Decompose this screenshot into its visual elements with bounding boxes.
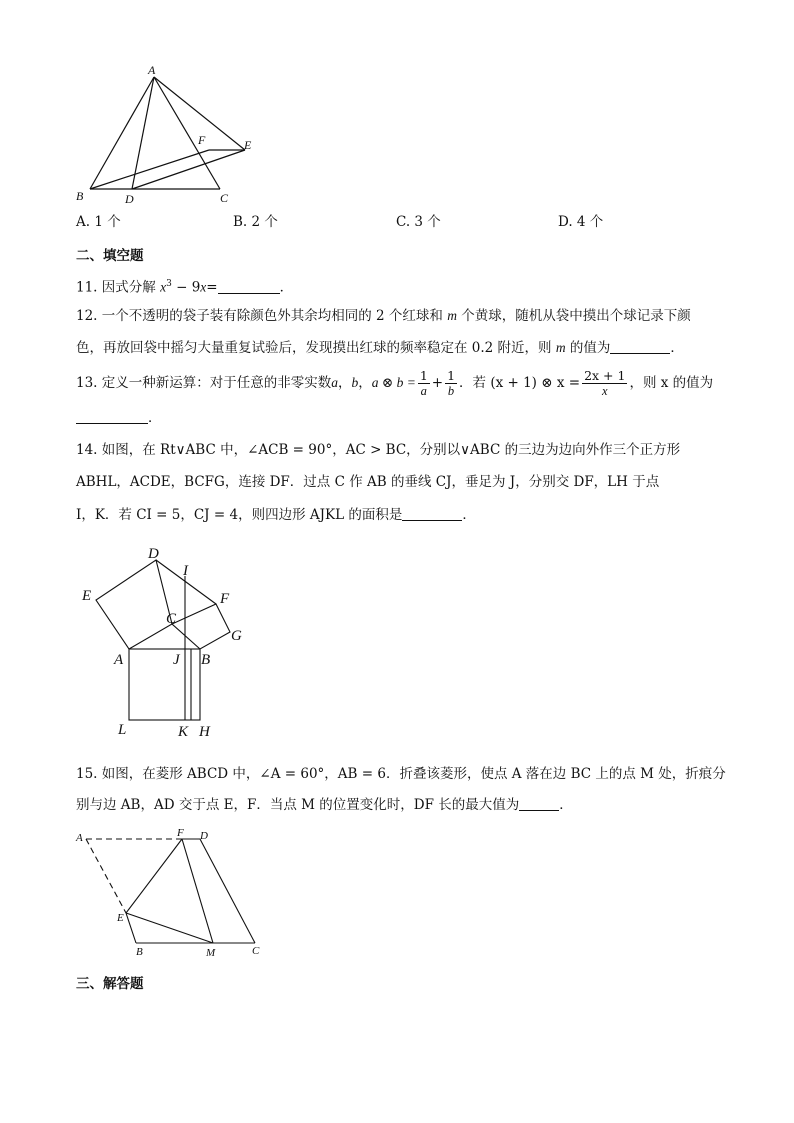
q11-x2: x bbox=[200, 279, 207, 295]
label-b: B bbox=[201, 652, 211, 668]
question-11 bbox=[76, 274, 293, 298]
q12-m: m bbox=[447, 308, 457, 323]
option-b: B. 2 个 bbox=[233, 214, 278, 230]
q13-pre: 13. 定义一种新运算：对于任意的非零实数 bbox=[76, 375, 332, 391]
edge-ab bbox=[90, 77, 154, 189]
q13-plus: + bbox=[431, 375, 444, 391]
label-i: I bbox=[183, 563, 188, 579]
square-abhl bbox=[129, 649, 200, 720]
label-f: F bbox=[198, 133, 206, 147]
label-h: H bbox=[199, 724, 210, 740]
label-k: K bbox=[178, 724, 189, 740]
label-g: G bbox=[231, 628, 242, 644]
q13-frac2: $\frac{1}{b}$ bbox=[447, 367, 456, 398]
q13-answer-blank[interactable] bbox=[76, 409, 148, 424]
q13-comma1: ， bbox=[338, 375, 352, 391]
q15-end: ． bbox=[559, 797, 573, 813]
q12-m2: m bbox=[555, 340, 566, 355]
q12-text-c: 色，再放回袋中摇匀大量重复试验后，发现摸出红球的频率稳定在 0.2 附近，则 bbox=[76, 340, 556, 356]
label-e: E bbox=[244, 138, 252, 152]
label-m: M bbox=[206, 947, 216, 959]
q12-text-d: 的值为 bbox=[565, 340, 611, 356]
edge-eb bbox=[126, 913, 136, 943]
fold-ef bbox=[126, 839, 182, 913]
q13-comma2: ， bbox=[358, 375, 372, 391]
question-13-line1 bbox=[76, 366, 713, 400]
q13-end: ． bbox=[148, 410, 162, 426]
q15-answer-blank[interactable] bbox=[519, 796, 559, 811]
dashed-ae bbox=[86, 839, 126, 913]
q13-b: b bbox=[351, 375, 359, 390]
q12-answer-blank[interactable] bbox=[610, 339, 670, 354]
q14-text: I，K．若 CI = 5，CJ = 4，则四边形 AJKL 的面积是 bbox=[76, 507, 403, 523]
q15-text: 别与边 AB，AD 交于点 E，F．当点 M 的位置变化时，DF 长的最大值为 bbox=[76, 797, 520, 813]
label-b: B bbox=[136, 946, 143, 958]
label-c: C bbox=[252, 945, 260, 957]
q13-frac1: $\frac{1}{a}$ bbox=[419, 367, 428, 398]
label-d: D bbox=[125, 192, 134, 206]
q11-number: 11. bbox=[76, 279, 98, 296]
label-d: D bbox=[200, 830, 208, 842]
label-d: D bbox=[148, 546, 159, 562]
label-e: E bbox=[82, 588, 92, 604]
q14-end: ． bbox=[462, 507, 476, 523]
question-14-line2: ABHL，ACDE，BCFG，连接 DF．过点 C 作 AB 的垂线 CJ，垂足为 J，分别交 DF，LH 于点 bbox=[76, 474, 660, 490]
q11-x1: x bbox=[160, 279, 167, 295]
label-a: A bbox=[148, 63, 156, 77]
q12-text-b: 个黄球，随机从袋中摸出个球记录下颜 bbox=[456, 308, 691, 324]
section-title-fill-in: 二、填空题 bbox=[76, 248, 144, 264]
square-acde bbox=[96, 560, 172, 649]
question-14-line1: 14. 如图，在 Rt∨ABC 中，∠ACB = 90°，AC > BC，分别以∨ABC 的三边为边向外作三个正方形 bbox=[76, 442, 681, 458]
section-title-answer: 三、解答题 bbox=[76, 976, 144, 992]
q14-answer-blank[interactable] bbox=[402, 506, 462, 521]
label-a: A bbox=[114, 652, 124, 668]
q12-text-a: 12. 一个不透明的袋子装有除颜色外其余均相同的 2 个红球和 bbox=[76, 308, 448, 324]
question-15-line2 bbox=[76, 795, 573, 815]
option-a: A. 1 个 bbox=[76, 214, 121, 230]
figure-q15 bbox=[70, 825, 270, 960]
square-bcfg bbox=[172, 604, 230, 649]
q13-post: ，则 x 的值为 bbox=[629, 375, 714, 391]
q11-end: ． bbox=[279, 279, 294, 296]
segment-em bbox=[126, 913, 213, 943]
question-12-line2 bbox=[76, 338, 684, 358]
q11-pre: 因式分解 bbox=[101, 279, 161, 296]
edge-ac bbox=[154, 77, 220, 189]
q11-mid: − 9 bbox=[171, 279, 201, 296]
question-15-line1: 15. 如图，在菱形 ABCD 中，∠A = 60°，AB = 6．折叠该菱形，使点 A 落在边 BC 上的点 M 处，折痕分 bbox=[76, 766, 726, 782]
label-j: J bbox=[173, 652, 180, 668]
label-a: A bbox=[76, 832, 83, 844]
figure-q10 bbox=[70, 60, 270, 210]
question-14-line3 bbox=[76, 505, 476, 525]
label-e: E bbox=[117, 912, 124, 924]
q13-a: a bbox=[331, 375, 339, 390]
q11-exp: 3 bbox=[166, 279, 172, 289]
q11-eq: = bbox=[206, 279, 218, 296]
label-f: F bbox=[177, 827, 184, 839]
option-d: D. 4 个 bbox=[558, 214, 604, 230]
q12-end: ． bbox=[670, 340, 684, 356]
figure-q14 bbox=[78, 540, 258, 745]
label-c: C bbox=[220, 191, 229, 205]
q11-answer-blank[interactable] bbox=[218, 279, 280, 294]
question-12-line1 bbox=[76, 306, 691, 326]
label-f: F bbox=[220, 591, 230, 607]
label-c: C bbox=[166, 611, 177, 627]
q13-op: a ⊗ b = bbox=[371, 375, 416, 390]
label-l: L bbox=[118, 722, 127, 738]
q13-condition: ．若 (x + 1) ⊗ x = bbox=[459, 375, 581, 391]
question-13-line2 bbox=[76, 408, 162, 428]
q13-frac3: $\frac{2x + 1}{x}$ bbox=[584, 367, 626, 398]
option-c: C. 3 个 bbox=[396, 214, 441, 230]
label-b: B bbox=[76, 189, 84, 203]
